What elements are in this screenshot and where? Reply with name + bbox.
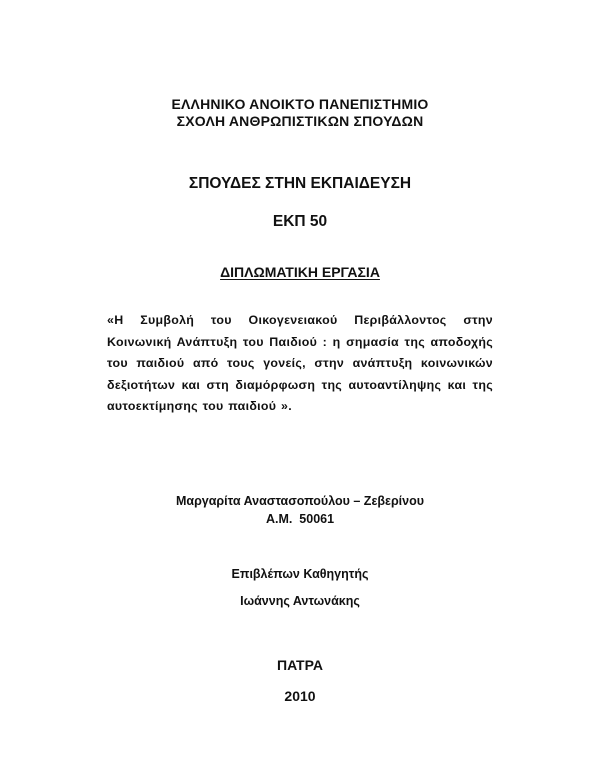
author-registration-number: Α.Μ. 50061 — [265, 512, 335, 526]
city: ΠΑΤΡΑ — [276, 657, 324, 673]
program-code: ΕΚΠ 50 — [272, 213, 328, 230]
program-name: ΣΠΟΥΔΕΣ ΣΤΗΝ ΕΚΠΑΙΔΕΥΣΗ — [188, 175, 412, 192]
thesis-title — [107, 310, 493, 418]
thesis-title-line: «Η Συμβολή του Οικογενειακού Περιβάλλοντος στην — [107, 313, 493, 327]
supervisor-label: Επιβλέπων Καθηγητής — [231, 567, 369, 581]
thesis-title-line: του παιδιού από τους γονείς, στην ανάπτυξη κοινωνικών — [107, 356, 493, 371]
university-name: ΕΛΛΗΝΙΚΟ ΑΝΟΙΚΤΟ ΠΑΝΕΠΙΣΤΗΜΙΟ — [171, 96, 429, 112]
supervisor-name: Ιωάννης Αντωνάκης — [240, 594, 360, 608]
thesis-title-line: Κοινωνική Ανάπτυξη του Παιδιού : η σημασία της αποδοχής — [107, 334, 493, 349]
year: 2010 — [284, 688, 316, 704]
thesis-type-heading: ΔΙΠΛΩΜΑΤΙΚΗ ΕΡΓΑΣΙΑ — [220, 264, 380, 280]
thesis-title-line: αυτοεκτίμησης του παιδιού ». — [107, 399, 292, 414]
author-name: Μαργαρίτα Αναστασοπούλου – Ζεβερίνου — [175, 494, 425, 508]
school-name: ΣΧΟΛΗ ΑΝΘΡΩΠΙΣΤΙΚΩΝ ΣΠΟΥΔΩΝ — [176, 113, 424, 129]
thesis-title-line: δεξιοτήτων και στη διαμόρφωση της αυτοαντίληψης και της — [107, 377, 493, 392]
